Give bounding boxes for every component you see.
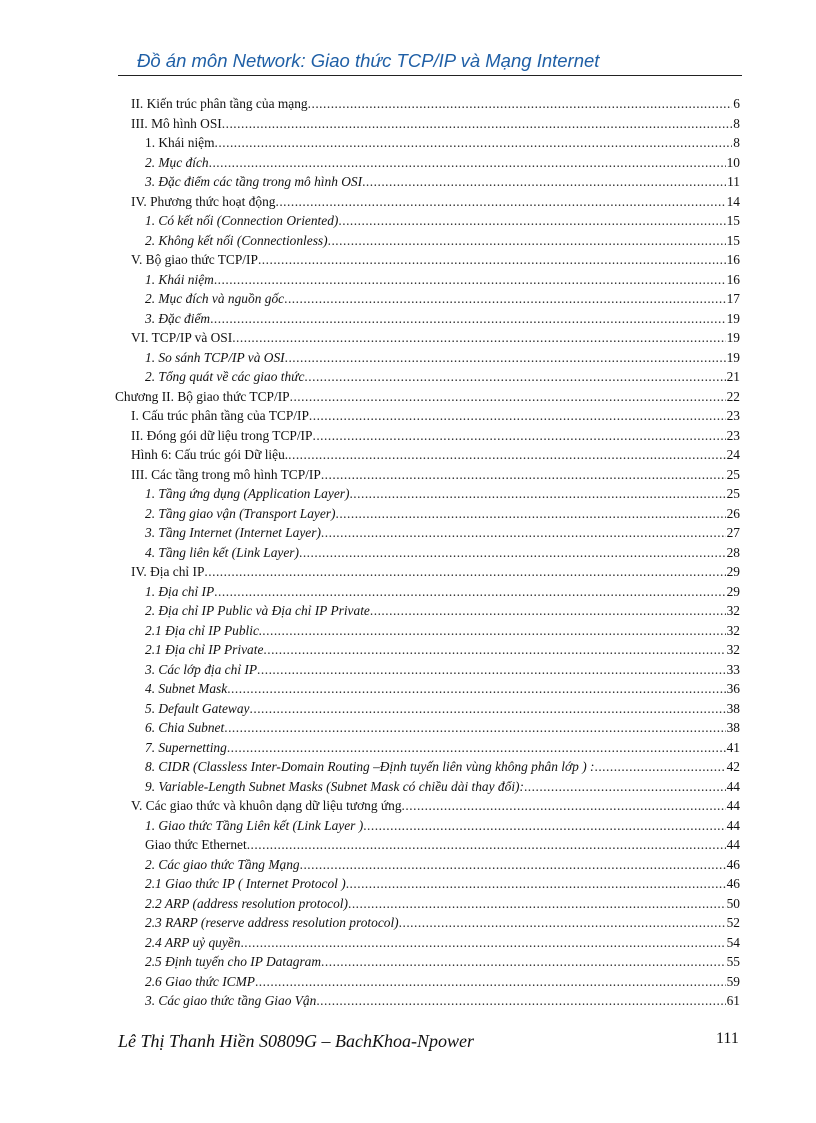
toc-entry-page: 16 [726, 271, 740, 287]
toc-entry-page: 55 [726, 954, 740, 969]
toc-entry-page: 32 [726, 622, 740, 638]
toc-leader-dots [227, 679, 725, 698]
toc-entry-page: 8 [733, 135, 740, 150]
toc-leader-dots [215, 133, 733, 152]
toc-leader-dots [209, 153, 726, 172]
toc-entry[interactable] [0, 406, 816, 425]
toc-entry-title: 2. Các giao thức Tầng Mạng [145, 856, 300, 872]
toc-leader-dots [399, 913, 726, 932]
toc-entry[interactable] [0, 367, 816, 386]
toc-entry-row [145, 816, 740, 835]
toc-entry-page: 8 [733, 115, 740, 131]
toc-entry-row [145, 270, 740, 289]
toc-entry-row [145, 153, 740, 172]
toc-entry-row [145, 504, 740, 523]
toc-entry-page: 6 [733, 96, 740, 111]
toc-entry[interactable] [0, 913, 816, 932]
toc-entry-page: 15 [726, 213, 740, 228]
toc-entry-row [145, 640, 740, 659]
toc-leader-dots [285, 348, 726, 367]
toc-entry-row [145, 855, 740, 874]
toc-leader-dots [257, 660, 726, 679]
toc-leader-dots [304, 367, 725, 386]
toc-entry-row [145, 991, 740, 1010]
toc-leader-dots [321, 523, 726, 542]
toc-entry-title: 2.5 Định tuyến cho IP Datagram [145, 954, 322, 969]
toc-entry-page: 32 [726, 603, 740, 618]
toc-leader-dots [284, 289, 726, 308]
toc-entry[interactable] [0, 192, 816, 211]
toc-entry[interactable] [0, 387, 816, 406]
toc-entry-title: 2.4 ARP uỷ quyền [145, 934, 241, 950]
toc-entry-title: VI. TCP/IP và OSI [131, 330, 233, 345]
toc-leader-dots [250, 699, 726, 718]
toc-entry-page: 42 [726, 759, 740, 774]
toc-entry[interactable] [0, 445, 816, 464]
toc-entry-title: 2.1 Giao thức IP ( Internet Protocol ) [145, 876, 346, 891]
toc-entry-page: 32 [726, 642, 740, 657]
toc-entry-title: 1. Giao thức Tầng Liên kết (Link Layer ) [145, 817, 364, 833]
toc-entry[interactable] [0, 465, 816, 484]
toc-entry-row [131, 114, 740, 133]
toc-entry-page: 25 [726, 466, 740, 482]
toc-entry-row [145, 738, 740, 757]
toc-entry-title: 3. Đặc điểm các tầng trong mô hình OSI [145, 174, 363, 189]
toc-leader-dots [222, 114, 733, 133]
toc-entry-title: III. Các tầng trong mô hình TCP/IP [131, 466, 321, 482]
toc-entry-title: 7. Supernetting [145, 739, 227, 755]
toc-entry[interactable] [0, 991, 816, 1010]
toc-entry-title: 2. Mục đích [145, 154, 209, 170]
toc-entry-row [145, 718, 740, 737]
toc-leader-dots [275, 192, 725, 211]
toc-leader-dots [263, 640, 725, 659]
toc-entry-page: 44 [726, 778, 740, 794]
toc-entry-page: 41 [726, 739, 740, 755]
toc-entry-row [145, 601, 740, 620]
toc-entry-title: 9. Variable-Length Subnet Masks (Subnet Mask có chiều dài thay đổi): [145, 778, 524, 794]
toc-entry-page: 15 [726, 232, 740, 248]
toc-entry-row [145, 621, 740, 640]
toc-entry-title: III. Mô hình OSI [131, 115, 222, 131]
toc-entry-row [145, 660, 740, 679]
toc-entry-row [145, 874, 740, 893]
toc-entry-row [145, 582, 740, 601]
toc-entry-page: 19 [726, 310, 740, 326]
toc-entry[interactable] [0, 133, 816, 152]
toc-leader-dots [348, 894, 726, 913]
toc-entry[interactable] [0, 94, 816, 113]
toc-entry-title: 2. Địa chỉ IP Public và Địa chỉ IP Private [145, 603, 370, 618]
toc-entry-title: 1. Tầng ứng dụng (Application Layer) [145, 486, 350, 501]
toc-entry-title: 2.2 ARP (address resolution protocol) [145, 895, 348, 911]
toc-entry-page: 26 [726, 505, 740, 521]
toc-leader-dots [594, 757, 725, 776]
toc-entry-page: 21 [726, 369, 740, 384]
toc-entry-title: 1. Có kết nối (Connection Oriented) [145, 213, 339, 228]
toc-entry-page: 24 [726, 447, 740, 462]
toc-leader-dots [262, 621, 725, 640]
toc-entry[interactable] [0, 777, 816, 796]
toc-entry-row [145, 913, 740, 932]
header-divider [118, 75, 742, 76]
toc-entry-page: 25 [726, 486, 740, 501]
toc-entry[interactable] [0, 504, 816, 523]
toc-entry-page: 46 [726, 876, 740, 891]
toc-entry-page: 17 [726, 291, 740, 306]
toc-entry-row [145, 231, 740, 250]
toc-entry-page: 23 [726, 427, 740, 443]
toc-entry-row [115, 387, 740, 406]
toc-entry-page: 11 [727, 174, 740, 189]
toc-entry[interactable] [0, 835, 816, 854]
toc-leader-dots [290, 387, 726, 406]
toc-entry-title: 2. Tầng giao vận (Transport Layer) [145, 505, 336, 521]
toc-entry-title: 3. Các giao thức tầng Giao Vận [145, 993, 317, 1008]
footer-author: Lê Thị Thanh Hiền S0809G – BachKhoa-Npower [118, 1031, 475, 1051]
toc-leader-dots [214, 582, 725, 601]
toc-entry-page: 23 [726, 408, 740, 423]
toc-leader-dots [524, 777, 726, 796]
toc-leader-dots [224, 718, 725, 737]
toc-entry[interactable] [0, 250, 816, 269]
toc-entry[interactable] [0, 543, 816, 562]
toc-leader-dots [349, 484, 725, 503]
toc-entry-row [131, 445, 740, 464]
toc-entry-page: 44 [726, 817, 740, 833]
toc-entry-page: 28 [726, 544, 740, 560]
toc-entry-row [131, 465, 740, 484]
toc-entry-row [145, 133, 740, 152]
toc-entry-row [145, 933, 740, 952]
toc-entry-title: 2. Tổng quát về các giao thức [145, 369, 305, 384]
toc-entry-title: Giao thức Ethernet [145, 837, 247, 852]
toc-entry-title: 1. So sánh TCP/IP và OSI [145, 349, 285, 365]
toc-leader-dots [258, 250, 726, 269]
toc-entry-row [145, 543, 740, 562]
toc-entry[interactable] [0, 348, 816, 367]
toc-entry-title: V. Bộ giao thức TCP/IP [131, 252, 258, 267]
toc-entry[interactable] [0, 426, 816, 445]
toc-entry-page: 22 [726, 388, 740, 404]
toc-leader-dots [227, 738, 726, 757]
toc-entry-title: IV. Địa chỉ IP [131, 564, 205, 579]
toc-entry-title: 1. Khái niệm [145, 271, 214, 287]
toc-entry[interactable] [0, 796, 816, 815]
toc-entry-page: 27 [726, 525, 740, 540]
toc-entry-page: 14 [726, 193, 740, 209]
toc-leader-dots [288, 445, 725, 464]
toc-entry[interactable] [0, 582, 816, 601]
toc-entry-page: 44 [726, 798, 740, 813]
toc-entry[interactable] [0, 562, 816, 581]
toc-entry[interactable] [0, 211, 816, 230]
toc-entry-title: 3. Đặc điểm [145, 310, 211, 326]
toc-entry[interactable] [0, 738, 816, 757]
toc-entry-title: 5. Default Gateway [145, 700, 250, 716]
toc-entry-row [131, 406, 740, 425]
toc-entry[interactable] [0, 172, 816, 191]
toc-entry-title: 8. CIDR (Classless Inter-Domain Routing –Định tuyến liên vùng không phân lớp ) : [145, 759, 595, 774]
toc-entry-page: 46 [726, 856, 740, 872]
toc-entry-title: 1. Địa chỉ IP [145, 583, 215, 599]
toc-entry-row [145, 777, 740, 796]
toc-entry-row [145, 894, 740, 913]
toc-leader-dots [240, 933, 725, 952]
toc-entry[interactable] [0, 270, 816, 289]
toc-entry-row [145, 523, 740, 542]
toc-entry-title: II. Kiến trúc phân tầng của mạng [131, 96, 308, 111]
toc-entry[interactable] [0, 757, 816, 776]
toc-leader-dots [300, 855, 726, 874]
toc-entry-row [145, 835, 740, 854]
toc-entry-title: V. Các giao thức và khuôn dạng dữ liệu tương ứng [131, 798, 402, 813]
toc-entry-title: 3. Các lớp địa chỉ IP [145, 661, 258, 677]
toc-entry-title: 2.1 Địa chỉ IP Public. [145, 622, 263, 638]
toc-entry-row [145, 952, 740, 971]
toc-leader-dots [316, 991, 725, 1010]
toc-leader-dots [232, 328, 725, 347]
toc-leader-dots [362, 172, 726, 191]
toc-entry-row [145, 172, 740, 191]
toc-entry-page: 16 [726, 252, 740, 267]
toc-entry-row [131, 94, 740, 113]
toc-entry[interactable] [0, 660, 816, 679]
toc-entry-page: 61 [726, 993, 740, 1008]
toc-entry-title: IV. Phương thức hoạt động [131, 193, 276, 209]
toc-entry[interactable] [0, 718, 816, 737]
toc-entry-page: 29 [726, 564, 740, 579]
toc-entry-row [145, 972, 740, 991]
toc-entry-page: 19 [726, 349, 740, 365]
toc-entry-row [131, 192, 740, 211]
toc-entry[interactable] [0, 289, 816, 308]
toc-entry-title: 3. Tầng Internet (Internet Layer) [145, 525, 321, 540]
toc-entry-row [131, 426, 740, 445]
toc-entry-page: 19 [726, 330, 740, 345]
toc-entry[interactable] [0, 816, 816, 835]
toc-leader-dots [312, 426, 725, 445]
toc-leader-dots [321, 952, 726, 971]
toc-entry-row [131, 250, 740, 269]
toc-leader-dots [370, 601, 726, 620]
toc-entry-row [145, 367, 740, 386]
toc-entry-row [145, 309, 740, 328]
toc-leader-dots [204, 562, 725, 581]
toc-entry[interactable] [0, 640, 816, 659]
toc-entry-title: I. Cấu trúc phân tầng của TCP/IP [131, 408, 309, 423]
toc-entry-title: 4. Tầng liên kết (Link Layer) [145, 544, 299, 560]
toc-entry[interactable] [0, 679, 816, 698]
toc-entry[interactable] [0, 328, 816, 347]
toc-entry[interactable] [0, 621, 816, 640]
toc-entry-page: 33 [726, 661, 740, 677]
toc-entry[interactable] [0, 231, 816, 250]
toc-entry-page: 54 [726, 934, 740, 950]
toc-entry-row [131, 796, 740, 815]
toc-entry-row [145, 484, 740, 503]
toc-leader-dots [214, 270, 726, 289]
toc-entry-title: 2.1 Địa chỉ IP Private [145, 642, 264, 657]
toc-entry-title: 6. Chia Subnet [145, 720, 225, 735]
toc-leader-dots [299, 543, 726, 562]
toc-leader-dots [255, 972, 726, 991]
toc-entry[interactable] [0, 874, 816, 893]
footer-page-number: 111 [716, 1030, 739, 1047]
toc-entry-page: 50 [726, 895, 740, 911]
toc-entry-title: 2. Không kết nối (Connectionless) [145, 232, 328, 248]
toc-entry[interactable] [0, 699, 816, 718]
toc-entry[interactable] [0, 601, 816, 620]
toc-entry-page: 38 [726, 700, 740, 716]
toc-entry[interactable] [0, 855, 816, 874]
toc-leader-dots [247, 835, 726, 854]
toc-entry-title: 4. Subnet Mask [145, 681, 228, 696]
toc-entry[interactable] [0, 484, 816, 503]
toc-entry-page: 36 [726, 681, 740, 696]
toc-leader-dots [321, 465, 726, 484]
toc-leader-dots [328, 231, 726, 250]
toc-entry-page: 29 [726, 583, 740, 599]
toc-entry-title: 2.6 Giao thức ICMP [145, 973, 255, 989]
toc-leader-dots [210, 309, 726, 328]
toc-entry-page: 59 [726, 973, 740, 989]
toc-entry-title: 1. Khái niệm [145, 135, 215, 150]
document-header-title: Đồ án môn Network: Giao thức TCP/IP và Mạng Internet [137, 50, 600, 71]
toc-entry-page: 38 [726, 720, 740, 735]
toc-entry[interactable] [0, 153, 816, 172]
toc-leader-dots [363, 816, 725, 835]
toc-entry-row [145, 348, 740, 367]
toc-entry-row [145, 679, 740, 698]
toc-entry-row [145, 289, 740, 308]
toc-entry-title: 2.3 RARP (reserve address resolution protocol) [145, 915, 399, 930]
toc-leader-dots [346, 874, 726, 893]
toc-entry[interactable] [0, 309, 816, 328]
toc-entry-row [145, 757, 740, 776]
toc-entry-title: 2. Mục đích và nguồn gốc [145, 291, 285, 306]
toc-entry[interactable] [0, 972, 816, 991]
toc-entry-page: 10 [726, 154, 740, 170]
toc-entry-row [145, 211, 740, 230]
toc-leader-dots [309, 406, 726, 425]
toc-entry[interactable] [0, 114, 816, 133]
toc-leader-dots [335, 504, 725, 523]
toc-entry-page: 52 [726, 915, 740, 930]
toc-entry-title: Hình 6: Cấu trúc gói Dữ liệu. [131, 447, 289, 462]
toc-leader-dots [402, 796, 726, 815]
toc-entry-title: Chương II. Bộ giao thức TCP/IP [115, 388, 290, 404]
toc-leader-dots [338, 211, 725, 230]
toc-entry[interactable] [0, 952, 816, 971]
toc-entry-row [145, 699, 740, 718]
toc-entry-row [131, 562, 740, 581]
toc-leader-dots [308, 94, 733, 113]
toc-entry[interactable] [0, 933, 816, 952]
toc-entry-row [131, 328, 740, 347]
toc-entry[interactable] [0, 523, 816, 542]
toc-entry[interactable] [0, 894, 816, 913]
toc-entry-title: II. Đóng gói dữ liệu trong TCP/IP [131, 427, 313, 443]
toc-entry-page: 44 [726, 837, 740, 852]
